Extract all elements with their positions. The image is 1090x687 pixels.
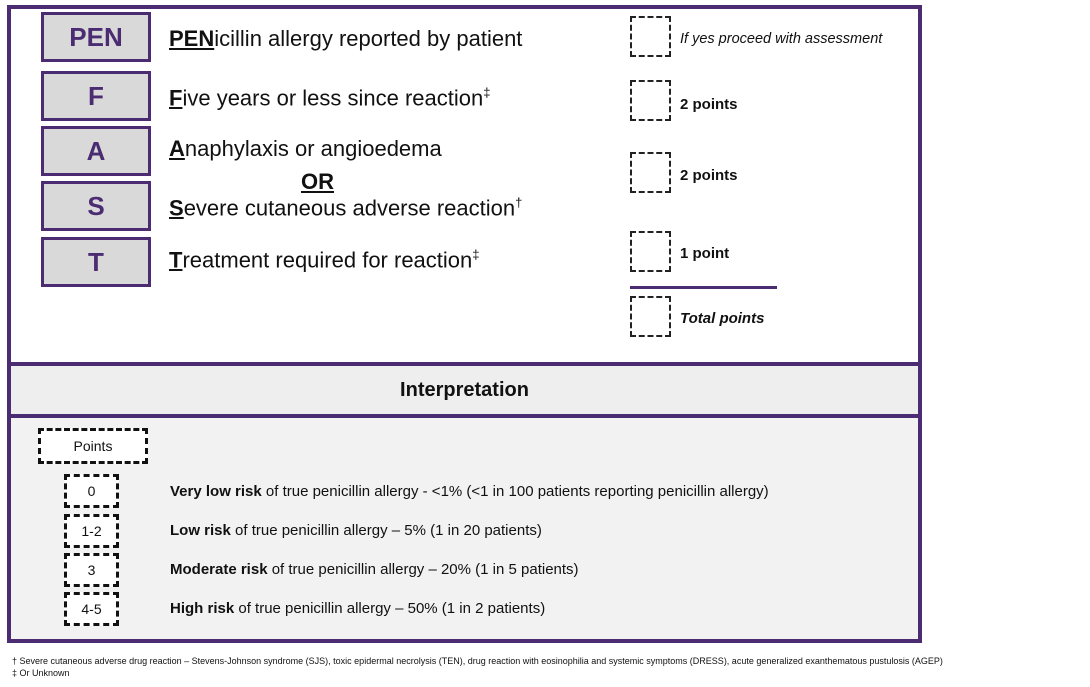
risk-row-0: Very low risk of true penicillin allergy - <1% (<1 in 100 patients reporting penicillin allergy): [170, 483, 769, 500]
criterion-f: Five years or less since reaction‡: [169, 85, 491, 111]
as-points: 2 points: [680, 167, 738, 184]
risk-row-1: Low risk of true penicillin allergy – 5% (1 in 20 patients): [170, 522, 542, 539]
risk-row-3: High risk of true penicillin allergy – 50% (1 in 2 patients): [170, 600, 546, 617]
letter-box-f: F: [41, 71, 151, 121]
t-points: 1 point: [680, 245, 730, 262]
points-3: 3: [64, 553, 119, 587]
criterion-s: Severe cutaneous adverse reaction†: [169, 195, 523, 221]
criterion-a: Anaphylaxis or angioedema: [169, 136, 442, 161]
total-points-label: Total points: [680, 310, 765, 327]
risk-row-2: Moderate risk of true penicillin allergy – 20% (1 in 5 patients): [170, 561, 579, 578]
letter-box-s: S: [41, 181, 151, 231]
criteria-panel: [11, 9, 918, 362]
pen-note: If yes proceed with assessment: [680, 31, 883, 47]
footnote-double-dagger: ‡ Or Unknown: [12, 668, 70, 678]
criterion-t: Treatment required for reaction‡: [169, 247, 480, 273]
checkbox-f[interactable]: [630, 80, 671, 121]
letter-box-a: A: [41, 126, 151, 176]
total-separator: [630, 286, 777, 289]
points-4-5: 4-5: [64, 592, 119, 626]
letter-box-t: T: [41, 237, 151, 287]
footnote-dagger: † Severe cutaneous adverse drug reaction – Stevens-Johnson syndrome (SJS), toxic epidermal necrolysis (TEN), drug reaction with eosinophilia and systemic symptoms (DRESS), acute generalized exanthematous pustulosis (AGEP): [12, 656, 943, 666]
interpretation-title: Interpretation: [400, 379, 529, 401]
points-header: Points: [38, 428, 148, 464]
interpretation-panel: [11, 418, 918, 639]
points-0: 0: [64, 474, 119, 508]
checkbox-pen[interactable]: [630, 16, 671, 57]
checkbox-t[interactable]: [630, 231, 671, 272]
letter-box-pen: PEN: [41, 12, 151, 62]
pen-fast-card: [7, 5, 922, 643]
total-points-box[interactable]: [630, 296, 671, 337]
checkbox-as[interactable]: [630, 152, 671, 193]
points-1-2: 1-2: [64, 514, 119, 548]
or-label: OR: [301, 169, 334, 194]
interpretation-header: [11, 362, 918, 418]
f-points: 2 points: [680, 96, 738, 113]
criterion-pen: PENicillin allergy reported by patient: [169, 26, 523, 51]
